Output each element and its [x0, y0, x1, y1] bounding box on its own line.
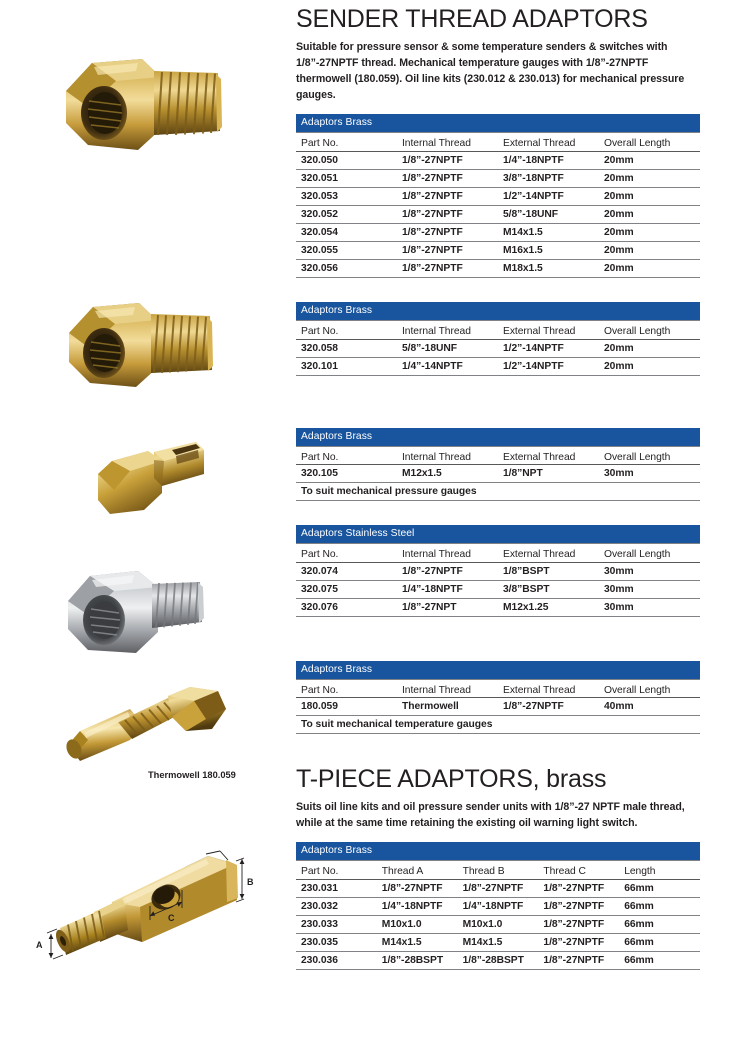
table-title: Adaptors Stainless Steel [296, 525, 700, 544]
table-group-adaptors-brass-2 [296, 302, 706, 376]
adaptors-table [296, 428, 700, 502]
table-row [296, 598, 700, 616]
table-group-adaptors-brass-3 [296, 428, 706, 502]
cell-thread-b: M10x1.0 [458, 916, 539, 934]
cell-part-no: 320.101 [296, 357, 397, 375]
table-row [296, 934, 700, 952]
table-row [296, 916, 700, 934]
column-header-part-no: Part No. [296, 544, 397, 563]
table-note: To suit mechanical pressure gauges [296, 483, 700, 501]
cell-length: 40mm [599, 698, 700, 716]
column-header-overall: Overall Length [599, 320, 700, 339]
table-title-bar [296, 114, 700, 133]
column-header-overall: Overall Length [599, 544, 700, 563]
cell-part-no: 230.031 [296, 880, 377, 898]
cell-part-no: 320.054 [296, 223, 397, 241]
table-row [296, 952, 700, 970]
adaptors-table [296, 525, 700, 617]
cell-external: 5/8”-18UNF [498, 205, 599, 223]
tee-dimension-label-c: C [168, 913, 175, 923]
table-note-row [296, 716, 700, 734]
cell-internal: 1/8”-27NPTF [397, 151, 498, 169]
cell-external: M12x1.25 [498, 598, 599, 616]
brass-stepped-adaptor-photo [92, 430, 220, 527]
cell-part-no: 230.033 [296, 916, 377, 934]
column-header-external: External Thread [498, 544, 599, 563]
table-body [296, 562, 700, 616]
cell-thread-a: 1/4”-18NPTF [377, 898, 458, 916]
cell-length: 30mm [599, 562, 700, 580]
column-header-part-no: Part No. [296, 861, 377, 880]
table-row [296, 151, 700, 169]
table-body [296, 698, 700, 734]
section-title-tpiece [296, 766, 706, 793]
table-title: Adaptors Brass [296, 114, 700, 133]
cell-internal: M12x1.5 [397, 465, 498, 483]
cell-part-no: 230.036 [296, 952, 377, 970]
cell-internal: 1/4”-18NPTF [397, 580, 498, 598]
cell-length: 20mm [599, 241, 700, 259]
table-row [296, 241, 700, 259]
cell-length: 30mm [599, 580, 700, 598]
cell-part-no: 320.055 [296, 241, 397, 259]
cell-internal: 1/8”-27NPT [397, 598, 498, 616]
section-title-tpiece-light: brass [539, 765, 607, 794]
cell-length: 30mm [599, 465, 700, 483]
brass-tee-piece-diagram [30, 850, 255, 970]
cell-internal: 1/4”-14NPTF [397, 357, 498, 375]
cell-thread-b: 1/8”-28BSPT [458, 952, 539, 970]
column-header-overall: Overall Length [599, 133, 700, 152]
column-header-internal: Internal Thread [397, 320, 498, 339]
table-group-tpiece [296, 842, 706, 970]
column-header-internal: Internal Thread [397, 446, 498, 465]
column-header-thread-c: Thread C [538, 861, 619, 880]
cell-external: 3/8”BSPT [498, 580, 599, 598]
cell-length: 20mm [599, 151, 700, 169]
table-title-bar [296, 428, 700, 447]
cell-external: 1/8”-27NPTF [498, 698, 599, 716]
cell-internal: Thermowell [397, 698, 498, 716]
table-title-bar [296, 661, 700, 680]
cell-thread-b: 1/4”-18NPTF [458, 898, 539, 916]
column-header-internal: Internal Thread [397, 679, 498, 698]
table-title: Adaptors Brass [296, 661, 700, 680]
cell-part-no: 320.052 [296, 205, 397, 223]
table-row [296, 580, 700, 598]
brass-thermowell-photo [60, 683, 255, 780]
table-row [296, 898, 700, 916]
table-body [296, 339, 700, 375]
tpiece-table [296, 842, 700, 970]
column-header-internal: Internal Thread [397, 544, 498, 563]
product-image-column [0, 0, 294, 1047]
table-header-row [296, 133, 700, 152]
adaptors-table [296, 661, 700, 735]
table-header-row [296, 446, 700, 465]
table-body [296, 465, 700, 501]
column-header-external: External Thread [498, 320, 599, 339]
cell-part-no: 320.050 [296, 151, 397, 169]
table-row [296, 339, 700, 357]
table-row [296, 880, 700, 898]
table-row [296, 698, 700, 716]
cell-thread-b: M14x1.5 [458, 934, 539, 952]
table-row [296, 169, 700, 187]
cell-part-no: 230.035 [296, 934, 377, 952]
spacer [296, 617, 706, 661]
table-title: Adaptors Brass [296, 842, 700, 861]
cell-length: 20mm [599, 259, 700, 277]
cell-part-no: 320.075 [296, 580, 397, 598]
column-header-part-no: Part No. [296, 446, 397, 465]
cell-internal: 1/8”-27NPTF [397, 205, 498, 223]
cell-part-no: 320.105 [296, 465, 397, 483]
cell-length: 20mm [599, 357, 700, 375]
cell-part-no: 320.051 [296, 169, 397, 187]
cell-internal: 1/8”-27NPTF [397, 241, 498, 259]
cell-length: 66mm [619, 916, 700, 934]
table-body [296, 880, 700, 970]
brass-hex-bushing-photo-small [62, 292, 252, 402]
cell-part-no: 320.056 [296, 259, 397, 277]
cell-length: 66mm [619, 952, 700, 970]
cell-internal: 1/8”-27NPTF [397, 562, 498, 580]
table-title-bar [296, 302, 700, 321]
cell-external: 1/2”-14NPTF [498, 339, 599, 357]
cell-thread-c: 1/8”-27NPTF [538, 952, 619, 970]
table-header-row [296, 679, 700, 698]
cell-thread-c: 1/8”-27NPTF [538, 916, 619, 934]
column-header-thread-b: Thread B [458, 861, 539, 880]
table-group-adaptors-stainless [296, 525, 706, 617]
cell-external: 1/2”-14NPTF [498, 357, 599, 375]
stainless-steel-hex-adaptor-photo [60, 560, 235, 670]
cell-part-no: 320.053 [296, 187, 397, 205]
cell-length: 20mm [599, 205, 700, 223]
cell-length: 66mm [619, 880, 700, 898]
cell-length: 20mm [599, 187, 700, 205]
cell-internal: 5/8”-18UNF [397, 339, 498, 357]
table-header-row [296, 544, 700, 563]
brass-hex-bushing-photo-large [58, 47, 263, 167]
tee-dimension-label-a: A [36, 940, 43, 950]
cell-length: 66mm [619, 934, 700, 952]
cell-length: 66mm [619, 898, 700, 916]
cell-external: 1/2”-14NPTF [498, 187, 599, 205]
column-header-thread-a: Thread A [377, 861, 458, 880]
page-title [296, 6, 706, 33]
cell-thread-c: 1/8”-27NPTF [538, 898, 619, 916]
cell-external: 1/8”NPT [498, 465, 599, 483]
table-row [296, 562, 700, 580]
cell-length: 20mm [599, 339, 700, 357]
adaptors-table [296, 114, 700, 278]
column-header-external: External Thread [498, 446, 599, 465]
table-row [296, 259, 700, 277]
column-header-internal: Internal Thread [397, 133, 498, 152]
table-title-bar [296, 525, 700, 544]
table-row [296, 223, 700, 241]
cell-external: M14x1.5 [498, 223, 599, 241]
cell-thread-c: 1/8”-27NPTF [538, 880, 619, 898]
cell-internal: 1/8”-27NPTF [397, 259, 498, 277]
table-row [296, 465, 700, 483]
table-header-row [296, 861, 700, 880]
table-title-bar [296, 842, 700, 861]
table-row [296, 187, 700, 205]
column-header-external: External Thread [498, 133, 599, 152]
cell-thread-a: M10x1.0 [377, 916, 458, 934]
cell-internal: 1/8”-27NPTF [397, 187, 498, 205]
cell-external: 1/8”BSPT [498, 562, 599, 580]
cell-thread-a: 1/8”-28BSPT [377, 952, 458, 970]
cell-thread-a: 1/8”-27NPTF [377, 880, 458, 898]
column-header-overall: Overall Length [599, 679, 700, 698]
page-title-main: SENDER THREAD ADAPTORS [296, 5, 648, 33]
table-title: Adaptors Brass [296, 428, 700, 447]
table-title: Adaptors Brass [296, 302, 700, 321]
table-header-row [296, 320, 700, 339]
table-row [296, 205, 700, 223]
cell-part-no: 230.032 [296, 898, 377, 916]
section-title-tpiece-main: T-PIECE ADAPTORS, [296, 765, 540, 794]
spacer [296, 376, 706, 428]
cell-part-no: 320.074 [296, 562, 397, 580]
column-header-overall: Overall Length [599, 446, 700, 465]
cell-thread-a: M14x1.5 [377, 934, 458, 952]
cell-thread-b: 1/8”-27NPTF [458, 880, 539, 898]
section-intro-tpiece: Suits oil line kits and oil pressure sender units with 1/8”-27 NPTF male thread, while at the same time retaining the existing oil warning light switch. [296, 801, 685, 830]
cell-external: 1/4”-18NPTF [498, 151, 599, 169]
cell-external: M18x1.5 [498, 259, 599, 277]
thermowell-caption: Thermowell 180.059 [148, 770, 236, 780]
column-header-part-no: Part No. [296, 133, 397, 152]
table-body [296, 151, 700, 277]
table-group-thermowell [296, 661, 706, 735]
column-header-length: Length [619, 861, 700, 880]
table-note-row [296, 483, 700, 501]
table-row [296, 357, 700, 375]
cell-part-no: 180.059 [296, 698, 397, 716]
content-column [296, 0, 706, 970]
cell-part-no: 320.058 [296, 339, 397, 357]
spacer [296, 501, 706, 525]
table-group-adaptors-brass-1 [296, 114, 706, 278]
column-header-part-no: Part No. [296, 320, 397, 339]
spacer [296, 278, 706, 302]
cell-thread-c: 1/8”-27NPTF [538, 934, 619, 952]
cell-external: 3/8”-18NPTF [498, 169, 599, 187]
cell-length: 30mm [599, 598, 700, 616]
table-note: To suit mechanical temperature gauges [296, 716, 700, 734]
column-header-part-no: Part No. [296, 679, 397, 698]
cell-length: 20mm [599, 223, 700, 241]
cell-internal: 1/8”-27NPTF [397, 223, 498, 241]
section-intro-sender: Suitable for pressure sensor & some temperature senders & switches with 1/8”-27NPTF thread. Mechanical temperature gauges with 1/8”-27NPTF thermowell (180.059). Oil line kits (230.012 & 230.013) for mechanical pressure gauges. [296, 41, 685, 102]
cell-length: 20mm [599, 169, 700, 187]
adaptors-table [296, 302, 700, 376]
cell-external: M16x1.5 [498, 241, 599, 259]
cell-part-no: 320.076 [296, 598, 397, 616]
tee-dimension-label-b: B [247, 877, 254, 887]
cell-internal: 1/8”-27NPTF [397, 169, 498, 187]
column-header-external: External Thread [498, 679, 599, 698]
